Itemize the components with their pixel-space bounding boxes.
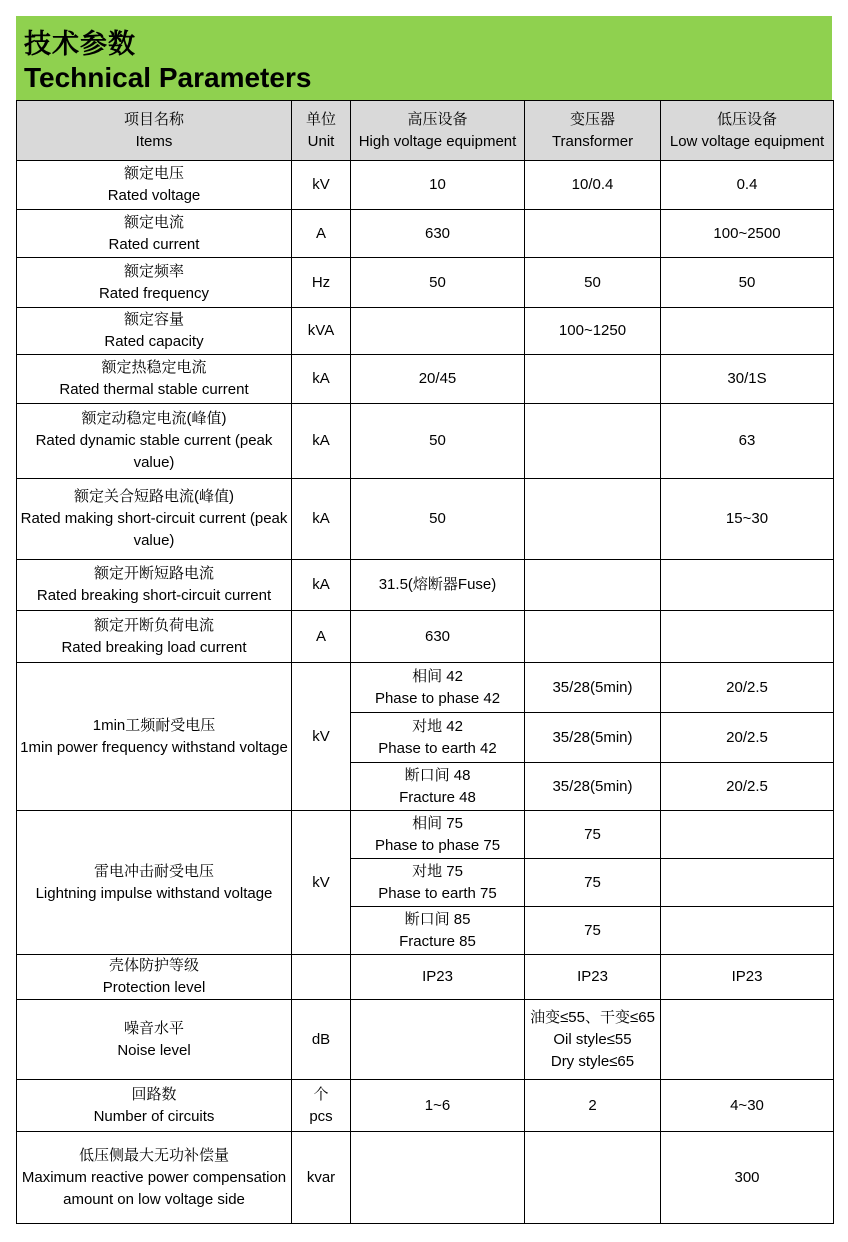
table-row xyxy=(17,811,834,859)
table-row xyxy=(17,258,834,308)
item-cell: 额定电流 Rated current xyxy=(17,210,292,258)
item-cell: 额定电压 Rated voltage xyxy=(17,161,292,210)
unit-cell: kA xyxy=(292,479,351,560)
lv-cell: IP23 xyxy=(661,955,834,1000)
lv-cell xyxy=(661,560,834,611)
table-row xyxy=(17,663,834,713)
transformer-cell xyxy=(525,560,661,611)
item-cell: 噪音水平 Noise level xyxy=(17,1000,292,1080)
hv-cell: 相间 75 Phase to phase 75 xyxy=(351,811,525,859)
lv-cell: 50 xyxy=(661,258,834,308)
transformer-cell: 2 xyxy=(525,1080,661,1132)
lv-cell: 100~2500 xyxy=(661,210,834,258)
lv-cell xyxy=(661,811,834,859)
unit-cell: kA xyxy=(292,355,351,404)
parameters-table xyxy=(16,100,834,1224)
lv-cell: 20/2.5 xyxy=(661,713,834,763)
table-header-row xyxy=(17,101,834,161)
hv-cell: 630 xyxy=(351,611,525,663)
lv-cell xyxy=(661,907,834,955)
item-cell: 低压侧最大无功补偿量 Maximum reactive power compensation amount on low voltage side xyxy=(17,1132,292,1224)
transformer-cell: 油变≤55、干变≤65 Oil style≤55 Dry style≤65 xyxy=(525,1000,661,1080)
transformer-cell: 75 xyxy=(525,859,661,907)
table-row xyxy=(17,479,834,560)
lv-cell xyxy=(661,308,834,355)
column-header-items: 项目名称 Items xyxy=(17,101,292,161)
item-cell: 额定热稳定电流 Rated thermal stable current xyxy=(17,355,292,404)
transformer-cell xyxy=(525,479,661,560)
unit-cell: kA xyxy=(292,404,351,479)
hv-cell xyxy=(351,308,525,355)
transformer-cell: 10/0.4 xyxy=(525,161,661,210)
lv-cell: 300 xyxy=(661,1132,834,1224)
unit-cell xyxy=(292,955,351,1000)
table-row xyxy=(17,308,834,355)
table-row xyxy=(17,355,834,404)
table-row xyxy=(17,955,834,1000)
title-english: Technical Parameters xyxy=(24,62,312,93)
unit-cell: 个 pcs xyxy=(292,1080,351,1132)
item-cell: 1min工频耐受电压 1min power frequency withstand voltage xyxy=(17,663,292,811)
hv-cell: 对地 42 Phase to earth 42 xyxy=(351,713,525,763)
transformer-cell: 35/28(5min) xyxy=(525,663,661,713)
lv-cell: 30/1S xyxy=(661,355,834,404)
unit-cell: kV xyxy=(292,161,351,210)
table-row xyxy=(17,210,834,258)
column-header-transformer: 变压器 Transformer xyxy=(525,101,661,161)
item-cell: 额定开断负荷电流 Rated breaking load current xyxy=(17,611,292,663)
transformer-cell: IP23 xyxy=(525,955,661,1000)
transformer-cell: 50 xyxy=(525,258,661,308)
lv-cell: 15~30 xyxy=(661,479,834,560)
transformer-cell: 75 xyxy=(525,907,661,955)
unit-cell: A xyxy=(292,611,351,663)
hv-cell: 20/45 xyxy=(351,355,525,404)
lv-cell: 63 xyxy=(661,404,834,479)
unit-cell: Hz xyxy=(292,258,351,308)
column-header-hv: 高压设备 High voltage equipment xyxy=(351,101,525,161)
column-header-lv: 低压设备 Low voltage equipment xyxy=(661,101,834,161)
hv-cell: 50 xyxy=(351,479,525,560)
unit-cell: kV xyxy=(292,663,351,811)
lv-cell xyxy=(661,1000,834,1080)
hv-cell: 50 xyxy=(351,258,525,308)
transformer-cell xyxy=(525,611,661,663)
item-cell: 回路数 Number of circuits xyxy=(17,1080,292,1132)
hv-cell xyxy=(351,1000,525,1080)
table-row xyxy=(17,161,834,210)
transformer-cell xyxy=(525,404,661,479)
transformer-cell xyxy=(525,1132,661,1224)
item-cell: 额定关合短路电流(峰值) Rated making short-circuit current (peak value) xyxy=(17,479,292,560)
unit-cell: kA xyxy=(292,560,351,611)
unit-cell: kvar xyxy=(292,1132,351,1224)
hv-cell: 断口间 48 Fracture 48 xyxy=(351,763,525,811)
item-cell: 壳体防护等级 Protection level xyxy=(17,955,292,1000)
lv-cell: 20/2.5 xyxy=(661,763,834,811)
item-cell: 额定容量 Rated capacity xyxy=(17,308,292,355)
transformer-cell: 35/28(5min) xyxy=(525,763,661,811)
item-cell: 额定开断短路电流 Rated breaking short-circuit current xyxy=(17,560,292,611)
transformer-cell: 35/28(5min) xyxy=(525,713,661,763)
hv-cell: 相间 42 Phase to phase 42 xyxy=(351,663,525,713)
hv-cell: 对地 75 Phase to earth 75 xyxy=(351,859,525,907)
lv-cell: 4~30 xyxy=(661,1080,834,1132)
transformer-cell: 100~1250 xyxy=(525,308,661,355)
hv-cell: 50 xyxy=(351,404,525,479)
transformer-cell xyxy=(525,355,661,404)
table-row xyxy=(17,611,834,663)
unit-cell: kV xyxy=(292,811,351,955)
transformer-cell: 75 xyxy=(525,811,661,859)
title-banner xyxy=(16,16,832,100)
unit-cell: dB xyxy=(292,1000,351,1080)
lv-cell xyxy=(661,859,834,907)
column-header-unit: 单位 Unit xyxy=(292,101,351,161)
item-cell: 额定动稳定电流(峰值) Rated dynamic stable current (peak value) xyxy=(17,404,292,479)
item-cell: 雷电冲击耐受电压 Lightning impulse withstand voltage xyxy=(17,811,292,955)
hv-cell: 31.5(熔断器Fuse) xyxy=(351,560,525,611)
unit-cell: A xyxy=(292,210,351,258)
hv-cell: 10 xyxy=(351,161,525,210)
hv-cell: 1~6 xyxy=(351,1080,525,1132)
hv-cell xyxy=(351,1132,525,1224)
hv-cell: IP23 xyxy=(351,955,525,1000)
table-row xyxy=(17,560,834,611)
hv-cell: 630 xyxy=(351,210,525,258)
title-chinese: 技术参数 xyxy=(24,29,136,60)
lv-cell xyxy=(661,611,834,663)
lv-cell: 20/2.5 xyxy=(661,663,834,713)
lv-cell: 0.4 xyxy=(661,161,834,210)
hv-cell: 断口间 85 Fracture 85 xyxy=(351,907,525,955)
item-cell: 额定频率 Rated frequency xyxy=(17,258,292,308)
table-row xyxy=(17,1080,834,1132)
unit-cell: kVA xyxy=(292,308,351,355)
transformer-cell xyxy=(525,210,661,258)
table-row xyxy=(17,404,834,479)
table-row xyxy=(17,1000,834,1080)
table-row xyxy=(17,1132,834,1224)
